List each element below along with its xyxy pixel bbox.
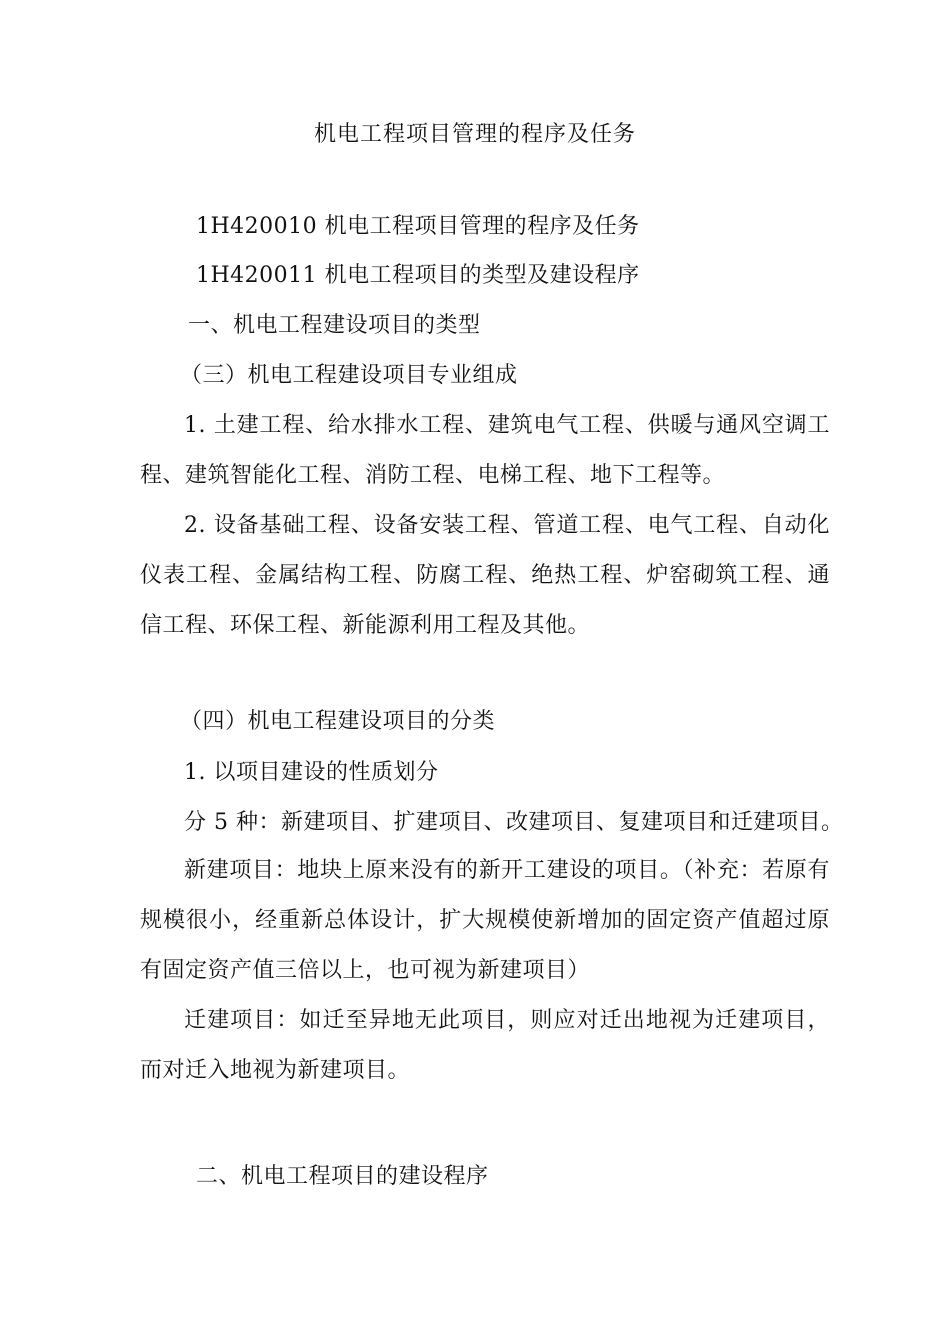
sub-heading-1: 1. 以项目建设的性质划分: [184, 760, 439, 785]
section-code-2: 1H420011 机电工程项目的类型及建设程序: [196, 263, 640, 288]
paragraph-five-kinds: 分 5 种：新建项目、扩建项目、改建项目、复建项目和迁建项目。: [184, 810, 844, 835]
document-title: 机电工程项目管理的程序及任务: [313, 122, 636, 147]
heading-four: （四）机电工程建设项目的分类: [180, 709, 496, 734]
paragraph-item-2: 2. 设备基础工程、设备安装工程、管道工程、电气工程、自动化仪表工程、金属结构工程、防腐工程、绝热工程、炉窑砌筑工程、通信工程、环保工程、新能源利用工程及其他。: [140, 513, 830, 638]
paragraph-new-project: 新建项目：地块上原来没有的新开工建设的项目。（补充：若原有规模很小，经重新总体设计，扩大规模使新增加的固定资产值超过原有固定资产值三倍以上，也可视为新建项目）: [140, 858, 830, 983]
heading-one: 一、机电工程建设项目的类型: [188, 313, 481, 338]
paragraph-item-1: 1. 土建工程、给水排水工程、建筑电气工程、供暖与通风空调工程、建筑智能化工程、消防工程、电梯工程、地下工程等。: [140, 413, 830, 488]
paragraph-relocation: 迁建项目：如迁至异地无此项目，则应对迁出地视为迁建项目，而对迁入地视为新建项目。: [140, 1008, 830, 1083]
heading-two: 二、机电工程项目的建设程序: [196, 1164, 489, 1189]
heading-three: （三）机电工程建设项目专业组成: [180, 363, 518, 388]
section-code-1: 1H420010 机电工程项目管理的程序及任务: [196, 214, 640, 239]
